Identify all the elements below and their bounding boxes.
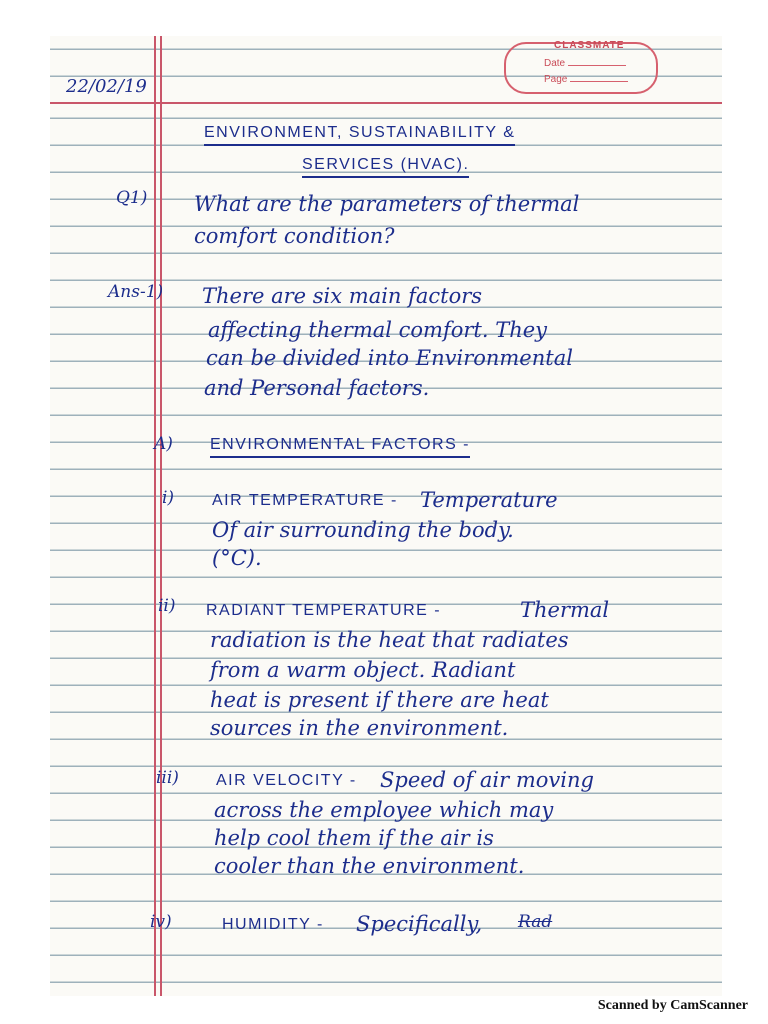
item-iv-heading: HUMIDITY - <box>222 916 324 933</box>
item-iii-line-1: across the employee which may <box>214 798 554 822</box>
scanner-watermark: Scanned by CamScanner <box>597 998 748 1013</box>
item-iii-label: iii) <box>156 768 179 788</box>
stamp-page-label: Page <box>544 74 568 85</box>
ans1-line-2: affecting thermal comfort. They <box>208 318 548 342</box>
item-ii-line-2: from a warm object. Radiant <box>210 658 516 682</box>
item-i-line-1: Of air surrounding the body. <box>212 518 514 542</box>
item-ii-line-4: sources in the environment. <box>210 716 509 740</box>
stamp-date-row <box>544 58 626 69</box>
item-i-line-2: (°C). <box>212 546 262 570</box>
title-line-1: ENVIRONMENT, SUSTAINABILITY & <box>204 124 515 146</box>
item-iii-line-3: cooler than the environment. <box>214 854 525 878</box>
item-ii-heading: RADIANT TEMPERATURE - <box>206 602 442 619</box>
item-i-heading: AIR TEMPERATURE - <box>212 492 398 509</box>
margin-line-left <box>154 36 156 996</box>
header-rule <box>50 102 722 104</box>
item-iii-line-2: help cool them if the air is <box>214 826 494 850</box>
section-a-heading: ENVIRONMENTAL FACTORS - <box>210 436 470 458</box>
item-ii-label: ii) <box>158 596 176 616</box>
item-iv-label: iv) <box>150 912 172 932</box>
item-iv-first: Specifically, <box>356 912 483 936</box>
item-iii-first: Speed of air moving <box>380 768 594 792</box>
q1-label: Q1) <box>116 188 148 208</box>
stamp-date-label: Date <box>544 58 566 69</box>
margin-line-right <box>160 36 162 996</box>
q1-line-2: comfort condition? <box>194 224 395 248</box>
stamp-page-row <box>544 74 628 85</box>
notebook-stamp <box>504 42 658 94</box>
stamp-brand: CLASSMATE <box>554 40 625 51</box>
item-i-first: Temperature <box>420 488 558 512</box>
ans1-line-1: There are six main factors <box>202 284 483 308</box>
item-iv-struck: Rad <box>518 912 553 932</box>
ans1-line-4: and Personal factors. <box>204 376 430 400</box>
item-ii-line-3: heat is present if there are heat <box>210 688 549 712</box>
item-i-label: i) <box>162 488 175 508</box>
q1-line-1: What are the parameters of thermal <box>194 192 580 216</box>
header-date: 22/02/19 <box>66 76 147 97</box>
ans1-label: Ans-1) <box>108 282 164 302</box>
item-iii-heading: AIR VELOCITY - <box>216 772 357 789</box>
item-ii-line-1: radiation is the heat that radiates <box>210 628 569 652</box>
item-ii-first: Thermal <box>520 598 610 622</box>
title-line-2: SERVICES (HVAC). <box>302 156 469 178</box>
section-a-label: A) <box>154 434 173 454</box>
notebook-page <box>50 36 722 996</box>
ans1-line-3: can be divided into Environmental <box>206 346 573 370</box>
